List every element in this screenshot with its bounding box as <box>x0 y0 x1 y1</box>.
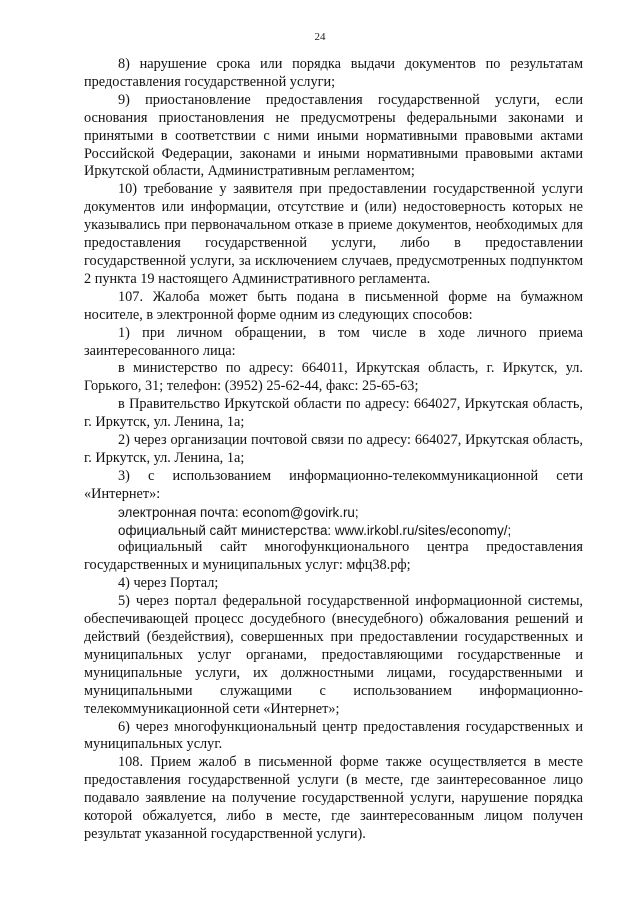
document-body <box>84 56 583 844</box>
paragraph-government-address: в Правительство Иркутской области по адресу: 664027, Иркутская область, г. Иркутск, ул. Ленина, 1а; <box>84 396 583 431</box>
paragraph-method-4: 4) через Портал; <box>118 575 219 592</box>
paragraph-mfc-site: официальный сайт многофункционального центра предоставления государственных и муниципальных услуг: мфц38.рф; <box>84 539 583 574</box>
paragraph-method-3: 3) с использованием информационно-телекоммуникационной сети «Интернет»: <box>84 467 583 502</box>
paragraph-107: 107. Жалоба может быть подана в письменной форме на бумажном носителе, в электронной форме одним из следующих способов: <box>84 288 583 323</box>
paragraph-item-8: 8) нарушение срока или порядка выдачи документов по результатам предоставления государственной услуги; <box>84 56 583 90</box>
page-number: 24 <box>314 31 326 43</box>
paragraph-item-10: 10) требование у заявителя при предоставлении государственной услуги документов или информации, отсутствие и (или) недостоверность которых не указывались при первоначальном отказе в приеме документов, необходимых для предоставления государственной услуги, либо в предоставлении государственной услуги, за исключением случаев, предусмотренных подпунктом 2 пункта 19 настоящего Административного регламента. <box>84 181 583 287</box>
paragraph-method-5: 5) через портал федеральной государственной информационной системы, обеспечивающей процесс досудебного (внесудебного) обжалования решений и действий (бездействия), совершенных при предоставлении государственных и муниципальных услуг органами, предоставляющими государственные и муниципальные услуги, их должностными лицами, государственными и муниципальными служащими с использованием информационно-телекоммуникационной сети «Интернет»; <box>84 593 583 717</box>
paragraph-method-1: 1) при личном обращении, в том числе в ходе личного приема заинтересованного лица: <box>84 324 583 359</box>
paragraph-ministry-address: в министерство по адресу: 664011, Иркутская область, г. Иркутск, ул. Горького, 31; телефон: (3952) 25-62-44, факс: 25-65-63; <box>84 360 583 395</box>
paragraph-ministry-site: официальный сайт министерства: www.irkobl.ru/sites/economy/; <box>118 522 512 538</box>
paragraph-method-2: 2) через организации почтовой связи по адресу: 664027, Иркутская область, г. Иркутск, ул. Ленина, 1а; <box>84 432 583 466</box>
paragraph-108: 108. Прием жалоб в письменной форме также осуществляется в месте предоставления государственной услуги (в месте, где заинтересованное лицо подавало заявление на получение государственной услуги, нарушение порядка которой обжалуется, либо в месте, где заинтересованным лицом получен результат указанной государственной услуги). <box>84 754 583 842</box>
paragraph-item-9: 9) приостановление предоставления государственной услуги, если основания приостановления не предусмотрены федеральными законами и принятыми в соответствии с ними иными нормативными правовыми актами Российской Федерации, законами и иными нормативными правовыми актами Иркутской области, Административным регламентом; <box>84 91 583 180</box>
paragraph-method-6: 6) через многофункциональный центр предоставления государственных и муниципальных услуг. <box>84 718 583 753</box>
paragraph-email: электронная почта: econom@govirk.ru; <box>118 504 359 520</box>
